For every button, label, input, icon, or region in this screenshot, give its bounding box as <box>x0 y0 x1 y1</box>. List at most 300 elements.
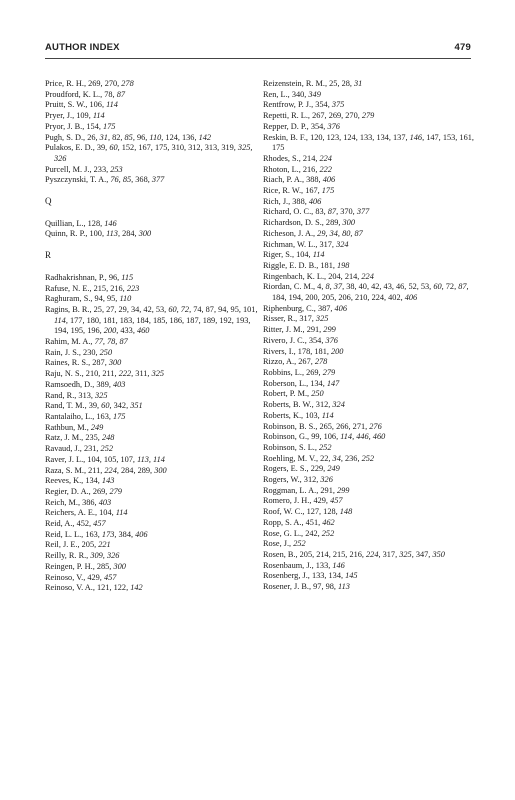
index-column-left <box>45 79 260 594</box>
index-entry <box>263 464 479 475</box>
index-entry <box>263 100 479 111</box>
page-references <box>87 573 116 582</box>
author-name: Raver, J. L., <box>45 454 88 464</box>
author-name: Rose, G. L., <box>263 528 306 538</box>
index-entry <box>45 165 260 176</box>
page-ref-italic: 249 <box>90 422 104 432</box>
index-entry <box>263 475 479 486</box>
author-name: Rogers, W., <box>263 475 304 485</box>
page-references <box>306 518 335 527</box>
page-ref: , 347, <box>411 549 433 559</box>
author-name: Quinn, R. P., <box>45 229 90 239</box>
page-references <box>85 433 114 442</box>
page-ref-italic: 222 <box>319 164 332 174</box>
page-references <box>318 304 347 313</box>
page-references <box>88 79 134 88</box>
page-ref: 163, <box>85 529 102 539</box>
page-references <box>306 175 335 184</box>
page-references <box>82 498 111 507</box>
page-number: 479 <box>454 42 471 53</box>
author-name: Ren, L., <box>263 89 292 99</box>
author-name: Reid, L. L., <box>45 529 86 539</box>
index-entry <box>263 347 479 358</box>
index-entry <box>45 111 260 122</box>
index-entry <box>45 273 260 284</box>
author-name: Rivers, I., <box>263 346 298 356</box>
page-ref-italic: 406 <box>334 303 347 313</box>
index-entry <box>45 358 260 369</box>
page-references <box>326 218 355 227</box>
page-ref-italic: 113 <box>338 582 350 592</box>
page-ref: 96, <box>108 272 122 282</box>
author-name: Repetti, R. L., <box>263 111 313 121</box>
author-name: Robinson, S. L., <box>263 442 320 452</box>
page-ref-italic: 276 <box>369 421 382 431</box>
page-ref-italic: 249 <box>327 464 340 474</box>
page-references <box>305 411 333 420</box>
page-ref-italic: 115 <box>121 272 134 282</box>
page-ref-italic: 175 <box>102 121 116 131</box>
page-ref-italic: 114 <box>92 111 105 121</box>
index-entry <box>263 304 479 315</box>
author-name: Rosen, B., <box>263 549 300 559</box>
author-name: Richardson, D. S., <box>263 218 326 228</box>
index-entry <box>45 508 260 519</box>
author-name: Pulakos, E. D., <box>45 143 97 153</box>
page-ref: 204, 214, <box>328 271 362 281</box>
page-references <box>304 475 333 484</box>
page-references <box>316 400 345 409</box>
author-name: Ropp, S. A., <box>263 517 306 527</box>
index-entry <box>45 100 260 111</box>
page-references <box>320 454 374 463</box>
index-entry <box>45 412 260 423</box>
page-ref: 289, <box>325 218 343 228</box>
author-name: Reeves, K., <box>45 476 86 486</box>
page-ref: 78, <box>104 89 117 99</box>
author-name: Riphenburg, C., <box>263 303 318 313</box>
author-name: Roof, W. C., <box>263 507 307 517</box>
page-references <box>86 369 164 378</box>
page-references <box>87 455 165 464</box>
page-ref-italic: 85 <box>124 132 133 142</box>
page-references <box>94 165 123 174</box>
page-ref: , 284, 289, <box>116 465 155 475</box>
author-name: Rain, J. S., <box>45 347 84 357</box>
page-ref-italic: 142 <box>198 132 212 142</box>
page-ref: 205, 214, 215, 216, <box>299 549 367 559</box>
index-entry <box>45 229 260 240</box>
page-ref-italic: 457 <box>93 519 106 529</box>
page-ref-italic: 406 <box>308 196 322 206</box>
page-ref-italic: 326 <box>320 475 333 485</box>
page-references <box>319 240 348 249</box>
index-entry <box>45 476 260 487</box>
page-ref: 452, <box>76 519 94 529</box>
page-ref: 229, <box>310 464 328 474</box>
page-references <box>292 90 321 99</box>
page-references <box>89 401 143 410</box>
author-name: Rantalaiho, L., <box>45 411 97 421</box>
page-ref: 216, <box>302 164 320 174</box>
page-references <box>96 380 125 389</box>
page-ref-italic: 146 <box>409 132 423 142</box>
page-ref-italic: 142 <box>130 583 143 593</box>
page-ref: 287, <box>92 358 109 368</box>
page-ref: 210, 211, <box>85 369 119 379</box>
page-references <box>97 562 126 571</box>
index-entry <box>45 466 260 477</box>
author-name: Raju, N. S., <box>45 369 86 379</box>
page-references <box>313 582 350 591</box>
page-references <box>298 347 344 356</box>
page-ref-italic: 222 <box>118 369 132 379</box>
page-ref: , 72, <box>441 282 459 292</box>
author-name: Reingen, P. H., <box>45 561 97 571</box>
page-ref: 354, <box>308 335 326 345</box>
index-entry <box>263 325 479 336</box>
author-name: Reich, M., <box>45 497 83 507</box>
page-ref: 106, <box>89 100 107 110</box>
page-ref-italic: 299 <box>323 325 336 335</box>
page-references <box>313 496 342 505</box>
index-entry <box>263 79 479 90</box>
page-ref-italic: 114 <box>321 410 334 420</box>
page-ref-italic: 114 <box>115 508 128 518</box>
author-name: Ragins, B. R., <box>45 304 94 314</box>
page-references <box>298 357 327 366</box>
page-references <box>315 207 369 216</box>
index-entry <box>263 539 479 550</box>
page-references <box>319 422 381 431</box>
page-ref: 267, 269, 270, <box>312 111 362 121</box>
page-ref: 100, <box>89 229 107 239</box>
page-references <box>305 186 334 195</box>
author-name: Raines, R. S., <box>45 358 93 368</box>
page-ref: , 433, <box>116 326 137 336</box>
author-name: Rizzo, A., <box>263 357 299 367</box>
page-references <box>91 423 103 432</box>
page-ref: 214, <box>302 153 320 163</box>
author-name: Reichers, A. E., <box>45 508 100 518</box>
index-entry <box>263 518 479 529</box>
page-references <box>83 348 112 357</box>
page-ref-italic: 460 <box>136 326 150 336</box>
author-name: Radhakrishnan, P., <box>45 272 109 282</box>
index-entry <box>45 530 260 541</box>
index-entry <box>263 154 479 165</box>
index-entry <box>263 282 479 303</box>
page-references <box>95 337 128 346</box>
page-ref: 205, <box>81 540 99 550</box>
page-ref: 120, 123, 124, 133, 134, 137, <box>310 132 410 142</box>
page-ref-italic: 252 <box>100 444 113 454</box>
page-ref-italic: 324 <box>336 239 349 249</box>
author-name: Robinson, B. S., <box>263 421 320 431</box>
page-ref: , 152, 167, 175, 310, 312, 313, 319, <box>117 143 238 153</box>
author-name: Rivero, J. C., <box>263 335 309 345</box>
page-ref: 388, <box>306 175 323 185</box>
page-ref: , 38, 40, 42, 43, 46, 52, 53, <box>342 282 434 292</box>
index-entry <box>45 284 260 295</box>
page-ref: 231, <box>83 444 101 454</box>
page-references <box>97 583 143 592</box>
page-ref-italic: 253 <box>110 164 123 174</box>
page-ref-italic: 110 <box>119 294 132 304</box>
page-ref-italic: 252 <box>321 528 335 538</box>
page-references <box>303 165 332 174</box>
page-ref-italic: 325, 326 <box>54 143 253 163</box>
index-entry <box>263 507 479 518</box>
index-entry <box>45 519 260 530</box>
page-references <box>82 540 111 549</box>
index-entry <box>45 305 260 337</box>
page-references <box>293 539 305 548</box>
author-name: Roggman, L. A., <box>263 485 321 495</box>
index-entry <box>263 422 479 433</box>
author-name: Rand, T. M., <box>45 401 89 411</box>
index-entry <box>263 175 479 186</box>
author-name: Riggle, E. D. B., <box>263 260 321 270</box>
header-rule <box>45 58 471 59</box>
author-name: Roberts, K., <box>263 410 306 420</box>
page-ref: , 96, <box>132 132 150 142</box>
author-name: Pryer, J., <box>45 111 77 121</box>
page-ref-italic: 87 <box>458 282 467 292</box>
page-ref-italic: 221 <box>98 540 111 550</box>
page-ref-italic: 300 <box>154 465 167 475</box>
page-ref-italic: 279 <box>361 111 375 121</box>
index-entry <box>263 240 479 251</box>
page-ref: 39, <box>88 401 102 411</box>
page-ref: 104, <box>99 508 116 518</box>
author-name: Proudford, K. L., <box>45 89 105 99</box>
author-name: Quillian, L., <box>45 218 88 228</box>
author-name: Pruitt, S. W., <box>45 100 90 110</box>
page-ref-italic: 351 <box>130 401 143 411</box>
page-ref: 154, <box>86 121 103 131</box>
index-entry <box>263 218 479 229</box>
index-entry <box>263 486 479 497</box>
page-references <box>312 571 358 580</box>
page-ref: 291, <box>306 325 324 335</box>
page-ref: , 74, 87, 94, 95, 101, <box>189 304 258 314</box>
page-ref: , 317, <box>378 549 400 559</box>
author-name: Riach, P. A., <box>263 175 307 185</box>
index-entry <box>263 197 479 208</box>
author-name: Rosenbaum, J., <box>263 560 316 570</box>
page-ref: 312, <box>303 475 321 485</box>
page-ref-italic: 325 <box>399 549 412 559</box>
page-ref-italic: 224 <box>319 153 332 163</box>
author-name: Risser, R., <box>263 314 300 324</box>
index-entry <box>263 90 479 101</box>
page-ref-italic: 77, 78, 87 <box>94 337 128 347</box>
page-references <box>299 314 328 323</box>
author-name: Rosener, J. B., <box>263 582 314 592</box>
page-ref: 163, <box>96 411 113 421</box>
page-ref: 121, 122, <box>97 583 131 593</box>
page-ref: 233, <box>93 164 111 174</box>
page-references <box>296 250 324 259</box>
page-ref: 39, <box>96 143 110 153</box>
index-entry <box>45 391 260 402</box>
page-references <box>77 519 106 528</box>
page-ref: 389, <box>96 379 113 389</box>
author-name: Richard, O. C., <box>263 207 316 217</box>
page-ref: 267, <box>298 357 315 367</box>
page-references <box>292 197 321 206</box>
page-ref: , 311, <box>131 369 152 379</box>
page-references <box>320 261 349 270</box>
page-references <box>317 229 363 238</box>
page-references <box>320 486 349 495</box>
author-name: Robinson, G., <box>263 432 312 442</box>
page-ref-italic: 406 <box>135 529 148 539</box>
page-ref-italic: 175 <box>321 186 335 196</box>
page-ref: 4, <box>317 282 326 292</box>
page-ref: 317, <box>319 239 337 249</box>
page-ref-italic: 148 <box>339 507 353 517</box>
author-name: Rand, R., <box>45 390 79 400</box>
page-references <box>88 219 117 228</box>
page-ref-italic: 375 <box>331 100 345 110</box>
page-ref-italic: 29, 34, 80, 87 <box>317 228 363 238</box>
page-ref: 83, <box>315 207 328 217</box>
page-ref: 178, 181, <box>297 346 331 356</box>
page-ref-italic: 60 <box>101 401 110 411</box>
author-name: Reilly, R. R., <box>45 551 91 561</box>
page-references <box>85 530 147 539</box>
page-ref-italic: 457 <box>330 496 343 506</box>
page-ref-italic: 300 <box>342 218 355 228</box>
index-entry <box>45 423 260 434</box>
page-references <box>96 412 125 421</box>
author-name: Rathbun, M., <box>45 422 91 432</box>
page-ref: 269, <box>306 367 323 377</box>
page-ref: 388, <box>292 196 309 206</box>
page-references <box>87 133 211 142</box>
index-entry <box>263 561 479 572</box>
page-ref: 127, 128, <box>306 507 340 517</box>
author-name: Purcell, M. J., <box>45 164 94 174</box>
page-ref: 265, 266, 271, <box>319 421 370 431</box>
page-references <box>306 368 335 377</box>
header-title: AUTHOR INDEX <box>45 42 120 53</box>
page-ref: 429, <box>87 572 104 582</box>
author-name: Rice, R. W., <box>263 186 306 196</box>
page-references <box>305 529 334 538</box>
page-ref-italic: 252 <box>319 442 332 452</box>
page-ref-italic: 200 <box>103 326 117 336</box>
author-name: Reizenstein, R. M., <box>263 79 330 88</box>
author-name: Rafuse, N. E., <box>45 283 94 293</box>
author-name: Richman, W. L., <box>263 239 320 249</box>
page-ref-italic: 248 <box>101 433 115 443</box>
page-ref-italic: 279 <box>109 486 122 496</box>
page-ref: , 124, 136, <box>161 132 199 142</box>
page-ref-italic: 406 <box>322 175 336 185</box>
page-references <box>316 561 345 570</box>
page-references <box>90 100 118 109</box>
index-entry <box>263 186 479 197</box>
index-entry <box>263 550 479 561</box>
page-ref: , 284, <box>117 229 139 239</box>
author-name: Pryor, J. B., <box>45 121 87 131</box>
page-ref: 386, <box>82 497 99 507</box>
index-entry <box>45 219 260 230</box>
page-ref: 103, <box>305 410 322 420</box>
author-name: Rose, J., <box>263 539 294 549</box>
page-ref-italic: 200 <box>330 346 344 356</box>
page-ref-italic: 299 <box>336 485 350 495</box>
page-ref: 25, 28, <box>329 79 355 88</box>
index-entry <box>263 133 479 154</box>
index-entry <box>263 122 479 133</box>
page-ref: 133, 134, <box>311 571 346 581</box>
page-ref: , 184, 194, 200, 205, 206, 210, 224, 402, <box>272 282 469 303</box>
page-references <box>312 111 374 120</box>
page-ref-italic: 406 <box>404 293 418 303</box>
index-entry <box>45 573 260 584</box>
author-name: Ritter, J. M., <box>263 325 307 335</box>
page-ref-italic: 31 <box>99 132 108 142</box>
page-ref: , 147, 153, 161, 175 <box>272 132 474 153</box>
page-ref-italic: 76, 85 <box>110 175 132 185</box>
page-ref: 354, <box>310 121 328 131</box>
page-references <box>310 379 339 388</box>
page-ref-italic: 457 <box>103 572 117 582</box>
index-entry <box>45 583 260 594</box>
index-entry <box>45 175 260 186</box>
page-references <box>76 111 104 120</box>
page-ref-italic: 143 <box>101 476 115 486</box>
page-ref: 104, <box>296 250 313 260</box>
page-references <box>93 487 122 496</box>
index-entry <box>263 272 479 283</box>
page-ref: 128, <box>87 218 105 228</box>
page-ref-italic: 325 <box>95 390 108 400</box>
index-entry <box>45 562 260 573</box>
index-entry <box>45 294 260 305</box>
page-ref-italic: 278 <box>121 79 134 88</box>
page-ref-italic: 300 <box>113 561 126 571</box>
page-ref: 25, 27, 29, 34, 42, 53, <box>93 304 169 314</box>
page-ref: 181, <box>320 260 337 270</box>
index-entry <box>263 411 479 422</box>
index-entry <box>45 133 260 144</box>
page-ref: 133, <box>315 560 333 570</box>
index-entry <box>263 443 479 454</box>
index-entry <box>45 487 260 498</box>
index-entry <box>45 433 260 444</box>
page-ref: 215, 216, <box>93 283 127 293</box>
page-ref-italic: 325 <box>315 314 329 324</box>
index-entry <box>263 454 479 465</box>
index-entry <box>263 389 479 400</box>
page-ref: , 236, <box>340 453 362 463</box>
page-ref-italic: 300 <box>108 358 122 368</box>
page-references <box>109 273 133 282</box>
author-name: Repper, D. P., <box>263 121 311 131</box>
page-ref-italic: 114, 446, 460 <box>340 432 386 442</box>
author-name: Reskin, B. F., <box>263 132 311 142</box>
index-entry <box>263 496 479 507</box>
page-references <box>86 122 115 131</box>
page-ref-italic: 31 <box>354 79 363 88</box>
page-ref: 429, <box>313 496 331 506</box>
author-name: Riger, S., <box>263 250 297 260</box>
